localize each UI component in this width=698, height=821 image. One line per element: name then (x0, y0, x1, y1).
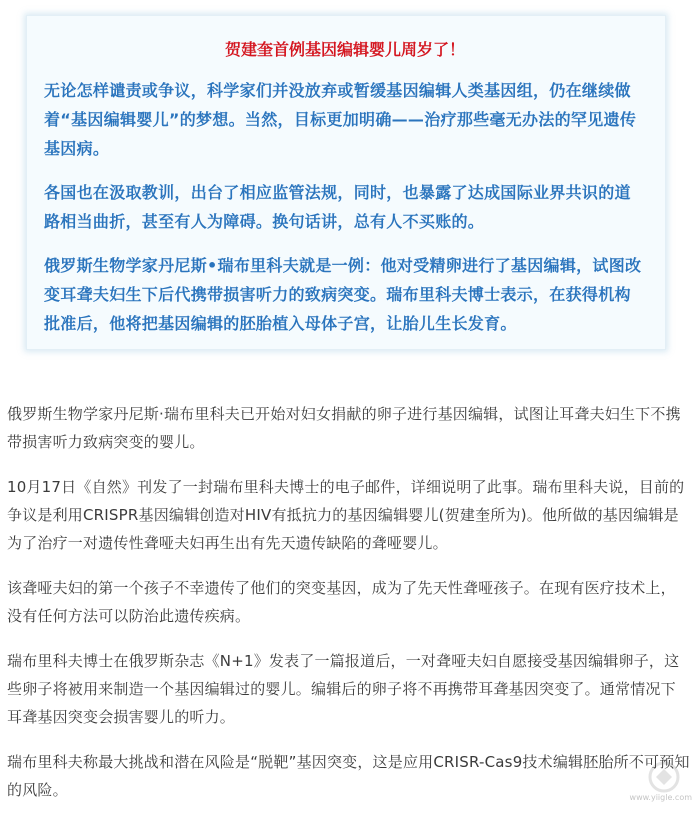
article-paragraph-2: 10月17日《自然》刊发了一封瑞布里科夫博士的电子邮件，详细说明了此事。瑞布里科夫说，目前的争议是利用CRISPR基因编辑创造对HIV有抵抗力的基因编辑婴儿(贺建奎所为)。他所做的基因编辑是为了治疗一对遗传性聋哑夫妇再生出有先天遗传缺陷的聋哑婴儿。 (7, 478, 685, 552)
summary-paragraph-1: 无论怎样谴责或争议，科学家们并没放弃或暂缓基因编辑人类基因组，仍在继续做着“基因编辑婴儿”的梦想。当然，目标更加明确——治疗那些毫无办法的罕见遗传基因病。 (44, 81, 637, 158)
summary-box (26, 15, 666, 350)
article-paragraph-3: 该聋哑夫妇的第一个孩子不幸遗传了他们的突变基因，成为了先天性聋哑孩子。在现有医疗技术上，没有任何方法可以防治此遗传疾病。 (7, 579, 676, 625)
summary-paragraph-2: 各国也在汲取教训，出台了相应监管法规，同时，也暴露了达成国际业界共识的道路相当曲折，甚至有人为障碍。换句话讲，总有人不买账的。 (44, 183, 631, 231)
article-paragraph-5: 瑞布里科夫称最大挑战和潜在风险是“脱靶”基因突变，这是应用CRISR-Cas9技术编辑胚胎所不可预知的风险。 (7, 753, 690, 799)
article-paragraph-1: 俄罗斯生物学家丹尼斯·瑞布里科夫已开始对妇女捐献的卵子进行基因编辑，试图让耳聋夫妇生下不携带损害听力致病突变的婴儿。 (7, 405, 681, 451)
summary-paragraph-3: 俄罗斯生物学家丹尼斯•瑞布里科夫就是一例：他对受精卵进行了基因编辑，试图改变耳聋夫妇生下后代携带损害听力的致病突变。瑞布里科夫博士表示，在获得机构批准后，他将把基因编辑的胚胎植入母体子宫，让胎儿生长发育。 (44, 256, 642, 333)
article-paragraph-4: 瑞布里科夫博士在俄罗斯杂志《N+1》发表了一篇报道后，一对聋哑夫妇自愿接受基因编辑卵子，这些卵子将被用来制造一个基因编辑过的婴儿。编辑后的卵子将不再携带耳聋基因突变了。通常情况下耳聋基因突变会损害婴儿的听力。 (7, 652, 680, 726)
summary-title: 贺建奎首例基因编辑婴儿周岁了！ (224, 40, 465, 59)
article-body (0, 400, 698, 821)
watermark-text: www.yiigle.com (629, 793, 692, 802)
